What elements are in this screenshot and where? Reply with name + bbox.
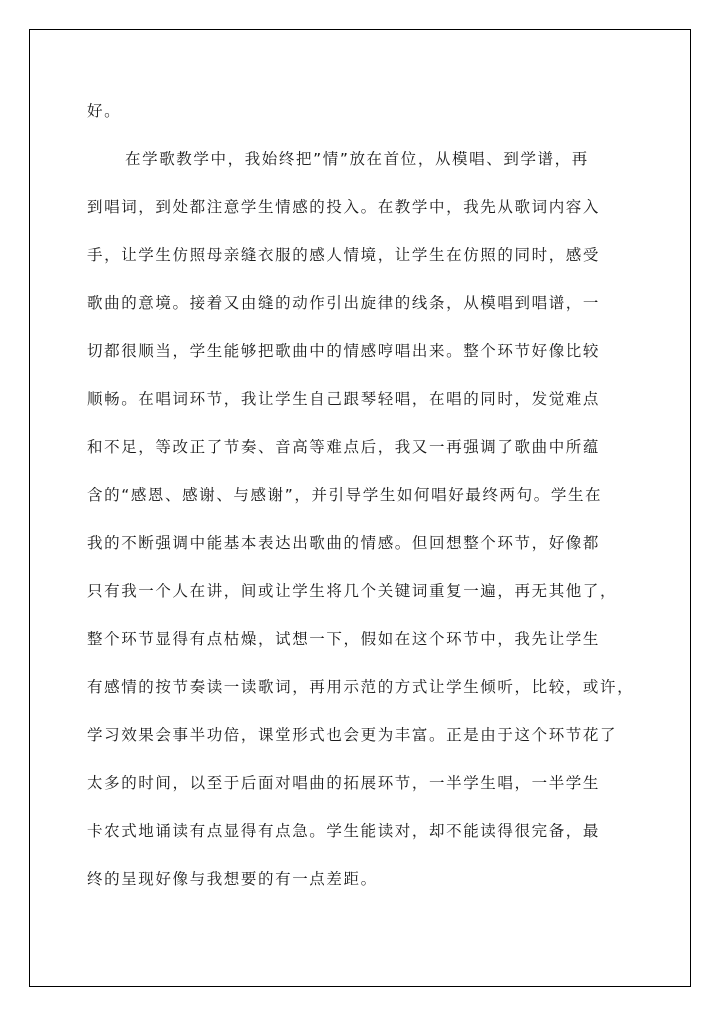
paragraph-line: 到唱词，到处都注意学生情感的投入。在教学中，我先从歌词内容入 [87, 198, 601, 216]
paragraph-line: 和不足，等改正了节奏、音高等难点后，我又一再强调了歌曲中所蕴 [87, 438, 601, 456]
paragraph-line: 切都很顺当，学生能够把歌曲中的情感哼唱出来。整个环节好像比较 [87, 342, 601, 360]
paragraph-line: 好。 [87, 102, 122, 120]
paragraph-line: 歌曲的意境。接着又由缝的动作引出旋律的线条，从模唱到唱谱，一 [87, 294, 601, 312]
paragraph-line: 在学歌教学中，我始终把”情”放在首位，从模唱、到学谱，再 [125, 150, 589, 168]
paragraph-line: 卡农式地诵读有点显得有点急。学生能读对，却不能读得很完备，最 [87, 822, 601, 840]
paragraph-line: 手，让学生仿照母亲缝衣服的感人情境，让学生在仿照的同时，感受 [87, 246, 601, 264]
paragraph-line: 有感情的按节奏读一读歌词，再用示范的方式让学生倾听，比较，或许， [87, 678, 635, 696]
paragraph-line: 我的不断强调中能基本表达出歌曲的情感。但回想整个环节，好像都 [87, 534, 601, 552]
paragraph-line: 整个环节显得有点枯燥，试想一下，假如在这个环节中，我先让学生 [87, 630, 601, 648]
paragraph-line: 太多的时间，以至于后面对唱曲的拓展环节，一半学生唱，一半学生 [87, 774, 601, 792]
paragraph-line: 顺畅。在唱词环节，我让学生自己跟琴轻唱，在唱的同时，发觉难点 [87, 390, 601, 408]
paragraph-line: 只有我一个人在讲，间或让学生将几个关键词重复一遍，再无其他了， [87, 582, 618, 600]
paragraph-line: 学习效果会事半功倍，课堂形式也会更为丰富。正是由于这个环节花了 [87, 726, 618, 744]
paragraph-line: 含的“感恩、感谢、与感谢”，并引导学生如何唱好最终两句。学生在 [87, 486, 603, 504]
paragraph-line: 终的呈现好像与我想要的有一点差距。 [87, 870, 378, 888]
